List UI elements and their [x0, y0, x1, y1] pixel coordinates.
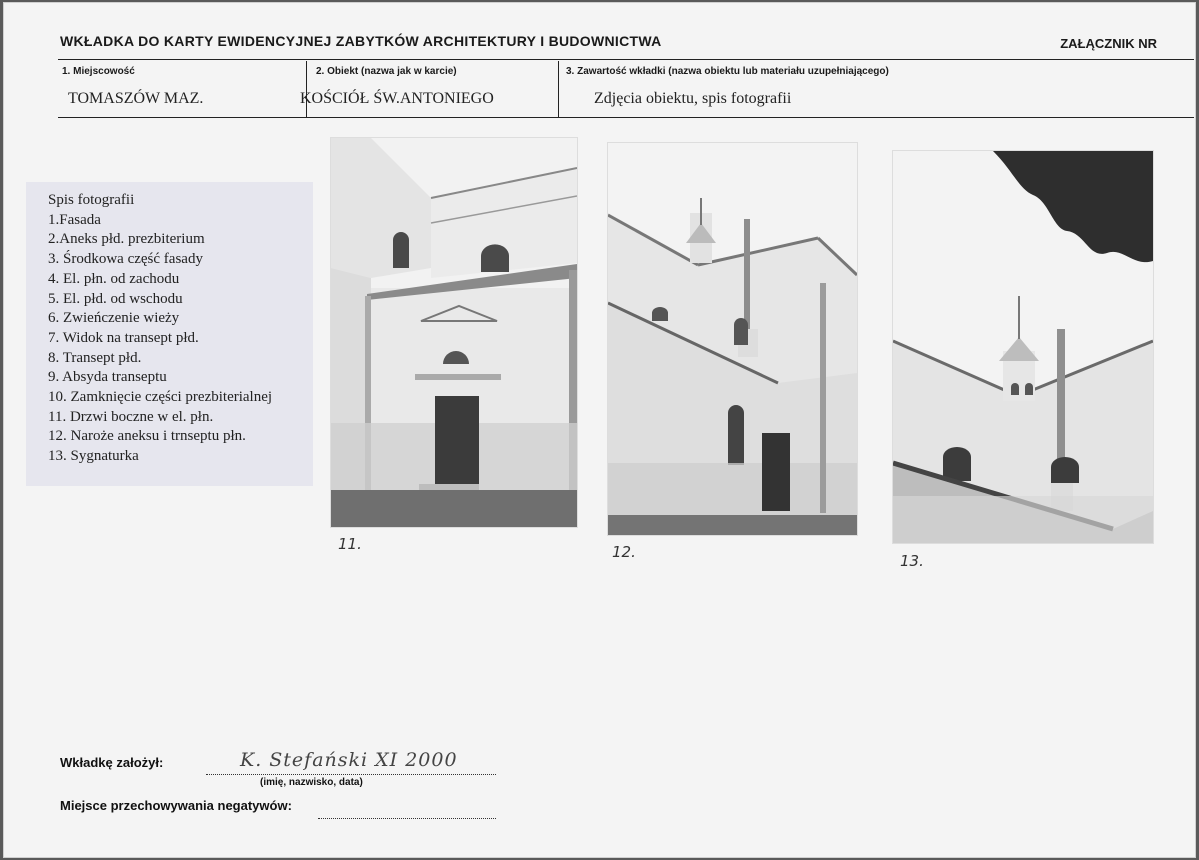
founder-dotted-line [206, 773, 496, 775]
photo-12-number: 12. [612, 543, 636, 561]
field-divider-2 [558, 61, 559, 117]
header-rule-top [58, 59, 1194, 60]
header-rule-bottom [58, 117, 1194, 118]
negatives-dotted-line [318, 817, 496, 819]
founder-field-hint: (imię, nazwisko, data) [260, 777, 363, 788]
contents-label: 3. Zawartość wkładki (nazwa obiektu lub materiału uzupełniającego) [566, 66, 889, 77]
photo-13-number: 13. [900, 552, 924, 570]
photo-11-side-door [331, 138, 577, 527]
photo-list-item: 1.Fasada [48, 211, 101, 228]
locality-value: TOMASZÓW MAZ. [68, 90, 204, 107]
photo-list-item: 8. Transept płd. [48, 349, 142, 366]
founder-label: Wkładkę założył: [60, 755, 164, 770]
photo-list-item: 5. El. płd. od wschodu [48, 290, 183, 307]
document-title: WKŁADKA DO KARTY EWIDENCYJNEJ ZABYTKÓW ARCHITEKTURY I BUDOWNICTWA [60, 33, 662, 49]
field-divider-1 [306, 61, 307, 117]
photo-list-item: 6. Zwieńczenie wieży [48, 310, 180, 327]
photo-list-item: 4. El. płn. od zachodu [48, 270, 180, 287]
photo-list-panel [26, 182, 313, 486]
founder-signature: K. Stefański XI 2000 [240, 749, 458, 771]
photo-list-item: 12. Naroże aneksu i trnseptu płn. [48, 428, 246, 445]
negatives-location-label: Miejsce przechowywania negatywów: [60, 798, 292, 813]
photo-11-number: 11. [338, 535, 362, 553]
photo-12-corner [608, 143, 857, 535]
document-sheet [3, 2, 1196, 858]
photo-list-item: 11. Drzwi boczne w el. płn. [48, 408, 214, 425]
contents-value: Zdjęcia obiektu, spis fotografii [594, 90, 792, 107]
photo-list-item: 2.Aneks płd. prezbiterium [48, 231, 205, 248]
photo-list-item: 9. Absyda transeptu [48, 369, 167, 386]
object-label: 2. Obiekt (nazwa jak w karcie) [316, 66, 457, 77]
photo-13-signature-turret [893, 151, 1153, 543]
photo-list-item: 3. Środkowa część fasady [48, 251, 203, 268]
object-value: KOŚCIÓŁ ŚW.ANTONIEGO [300, 90, 494, 107]
photo-list-item: 13. Sygnaturka [48, 448, 139, 465]
photo-list-item: 7. Widok na transept płd. [48, 329, 199, 346]
locality-label: 1. Miejscowość [62, 66, 135, 77]
photo-list-title: Spis fotografii [48, 192, 135, 208]
photo-list-item: 10. Zamknięcie części prezbiterialnej [48, 389, 273, 406]
attachment-number-label: ZAŁĄCZNIK NR [1060, 36, 1157, 51]
